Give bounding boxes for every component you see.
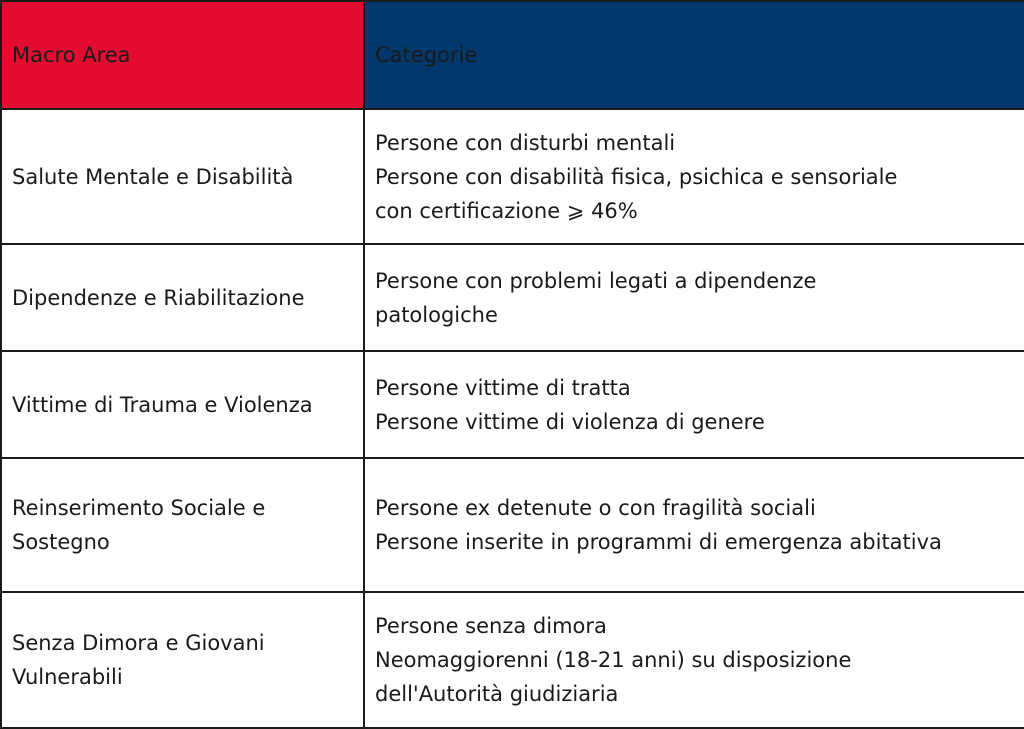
table-header-row (1, 1, 1024, 109)
category-line: Persone senza dimora (375, 614, 607, 638)
category-line: Persone inserite in programmi di emergenza abitativa (375, 530, 942, 554)
category-line: patologiche (375, 302, 498, 327)
category-line: Neomaggiorenni (18-21 anni) su disposizione (375, 648, 852, 672)
table-row (1, 458, 1024, 592)
macro-area-cell (1, 592, 364, 728)
category-line: Persone ex detenute o con fragilità sociali (375, 496, 816, 520)
categories-cell (364, 592, 1024, 728)
category-line: Persone con problemi legati a dipendenze (375, 268, 817, 293)
category-line: dell'Autorità giudiziaria (375, 682, 619, 706)
macro-area-cell: Vittime di Trauma e Violenza (1, 351, 364, 458)
header-macro-area: Macro Area (1, 1, 364, 109)
category-line: Persone con disturbi mentali (375, 130, 676, 155)
table-row (1, 592, 1024, 728)
categories-cell (364, 351, 1024, 458)
table-row (1, 351, 1024, 458)
macro-area-cell (1, 458, 364, 592)
category-line: Persone vittime di tratta (375, 375, 631, 400)
categories-cell (364, 458, 1024, 592)
categories-cell (364, 244, 1024, 351)
table-row (1, 244, 1024, 351)
category-line: Persone vittime di violenza di genere (375, 409, 765, 434)
table-row (1, 109, 1024, 244)
categories-cell (364, 109, 1024, 244)
macro-area-line: Vulnerabili (12, 665, 123, 689)
macro-area-line: Senza Dimora e Giovani (12, 631, 265, 655)
macro-area-line: Sostegno (12, 530, 110, 554)
category-line: Persone con disabilità fisica, psichica e sensoriale (375, 164, 898, 189)
macro-area-cell: Salute Mentale e Disabilità (1, 109, 364, 244)
macro-area-cell: Dipendenze e Riabilitazione (1, 244, 364, 351)
category-line: con certificazione ⩾ 46% (375, 198, 638, 223)
macro-area-line: Reinserimento Sociale e (12, 496, 266, 520)
header-categorie: Categorie (364, 1, 1024, 109)
